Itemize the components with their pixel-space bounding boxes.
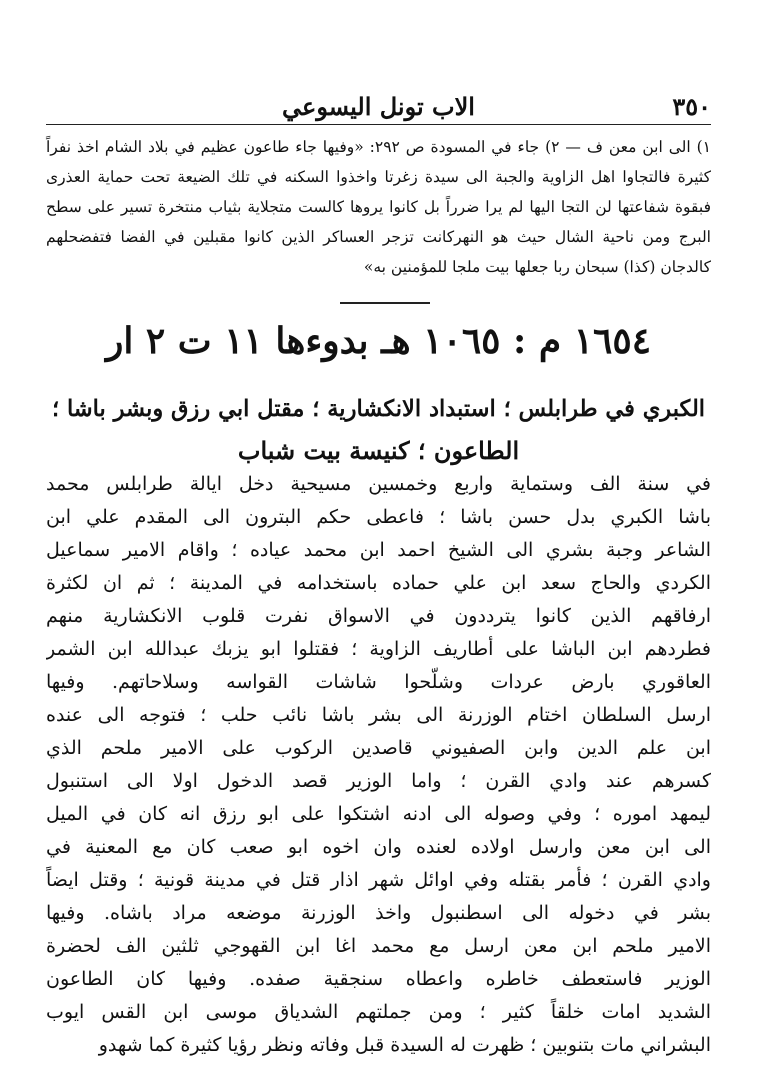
page-header <box>46 92 711 120</box>
body-line: كسرهم عند وادي القرن ؛ واما الوزير قصد الدخول اولا الى استنبول <box>46 770 711 792</box>
footnote-line: تزجر العساكر الذين كانوا مقبلين في الفضا فتفضحلهم كالدجان (كذا) سبحان ربا جعلها <box>46 228 711 276</box>
body-line: ارسل السلطان اختام الوزرنة الى بشر باشا نائب حلب ؛ فتوجه الى عنده <box>46 704 711 726</box>
body-line: الكردي والحاج سعد ابن علي حماده باستخدامه في المدينة ؛ ثم ان لكثرة <box>46 572 711 594</box>
footnote-line: بيت ملجا للمؤمنين به» <box>363 258 510 276</box>
footnote <box>46 132 711 282</box>
section-separator <box>340 302 430 304</box>
header-rule <box>46 124 711 125</box>
footnote-line: كالست متجلاية بثياب منتخرة تسير على سطح البرج ومن ناحية الشال حيث هو النهركانت <box>46 198 711 246</box>
body-line: الشاعر وجبة بشري الى الشيخ احمد ابن محمد عياده ؛ واقام الامير سماعيل <box>46 539 711 561</box>
body-line: ابن علم الدين وابن الصفيوني قاصدين الركوب على الامير ملحم الذي <box>46 737 711 759</box>
footnote-line: ١) الى ابن معن ف — ٢) جاء في المسودة ص ٢٩٢: «وفيها جاء طاعون عظيم في <box>174 138 711 156</box>
footnote-text <box>46 132 711 282</box>
date-heading: ١٦٥٤ م : ١٠٦٥ هـ بدوءها ١١ ت ٢ ار <box>105 320 652 362</box>
body-line: العاقوري بارض عردات وشلّحوا شاشات القواسه وسلاحاتهم. وفيها <box>46 671 711 693</box>
footnote-line: في تلك الضيعة تحت حماية العذرى فبقوة شفاعتها لن التجا اليها لم يرا ضرراً بل كانوا يروها <box>46 168 711 216</box>
body-line: وادي القرن ؛ فأمر بقتله وفي اوائل شهر اذار قتل في مدينة قونية ؛ وقتل ايضاً <box>46 869 711 891</box>
body-line: بشر في دخوله الى اسطنبول واخذ الوزرنة موضعه مراد باشاه. وفيها <box>46 902 711 924</box>
chapter-title-line: الطاعون ؛ كنيسة بيت شباب <box>237 436 520 465</box>
body-line: ارفاقهم الذين كانوا يترددون في الاسواق نفرت قلوب الانكشارية منهم <box>46 605 711 627</box>
body-line: الامير ملحم ابن معن ارسل مع محمد اغا ابن القهوجي ثلثين الف لحضرة <box>46 935 711 957</box>
chapter-title-line: الكبري في طرابلس ؛ استبداد الانكشارية ؛ مقتل ابي رزق وبشر باشا ؛ <box>51 396 706 422</box>
footnote-line: بلاد الشام اخذ نفراً كثيرة فالتجاوا اهل الزاوية والجبة الى سيدة زغرتا واخذوا السكنه <box>46 138 711 186</box>
body-line: باشا الكبري بدل حسن باشا ؛ فاعطى حكم البترون الى المقدم علي ابن <box>46 506 711 528</box>
body-line: فطردهم ابن الباشا على أطاريف الزاوية ؛ فقتلوا ابو يزبك عبدالله ابن الشمر <box>46 638 711 660</box>
chapter-title <box>46 388 711 472</box>
running-head: الاب تونل اليسوعي <box>282 92 475 121</box>
body-line: البشراني مات بتنوبين ؛ ظهرت له السيدة قبل وفاته ونظر رؤيا كثيرة كما شهدو <box>98 1034 711 1056</box>
body-line: ليمهد اموره ؛ وفي وصوله الى ادنه اشتكوا على ابو رزق انه كان في الميل <box>46 803 711 825</box>
body-line: في سنة الف وستماية واربع وخمسين مسيحية دخل ايالة طرابلس محمد <box>46 473 711 495</box>
body-line: الشديد امات خلقاً كثير ؛ ومن جملتهم الشدياق موسى ابن القس ايوب <box>46 1001 711 1023</box>
body-line: الوزير فاستعطف خاطره واعطاه سنجقية صفده. وفيها كان الطاعون <box>46 968 711 990</box>
body-text <box>46 468 711 1062</box>
body-line: الى ابن معن وارسل اولاده لعنده وان اخوه ابو صعب كان مع المعنية في <box>46 836 711 858</box>
page-number: ٣٥٠ <box>672 92 711 121</box>
